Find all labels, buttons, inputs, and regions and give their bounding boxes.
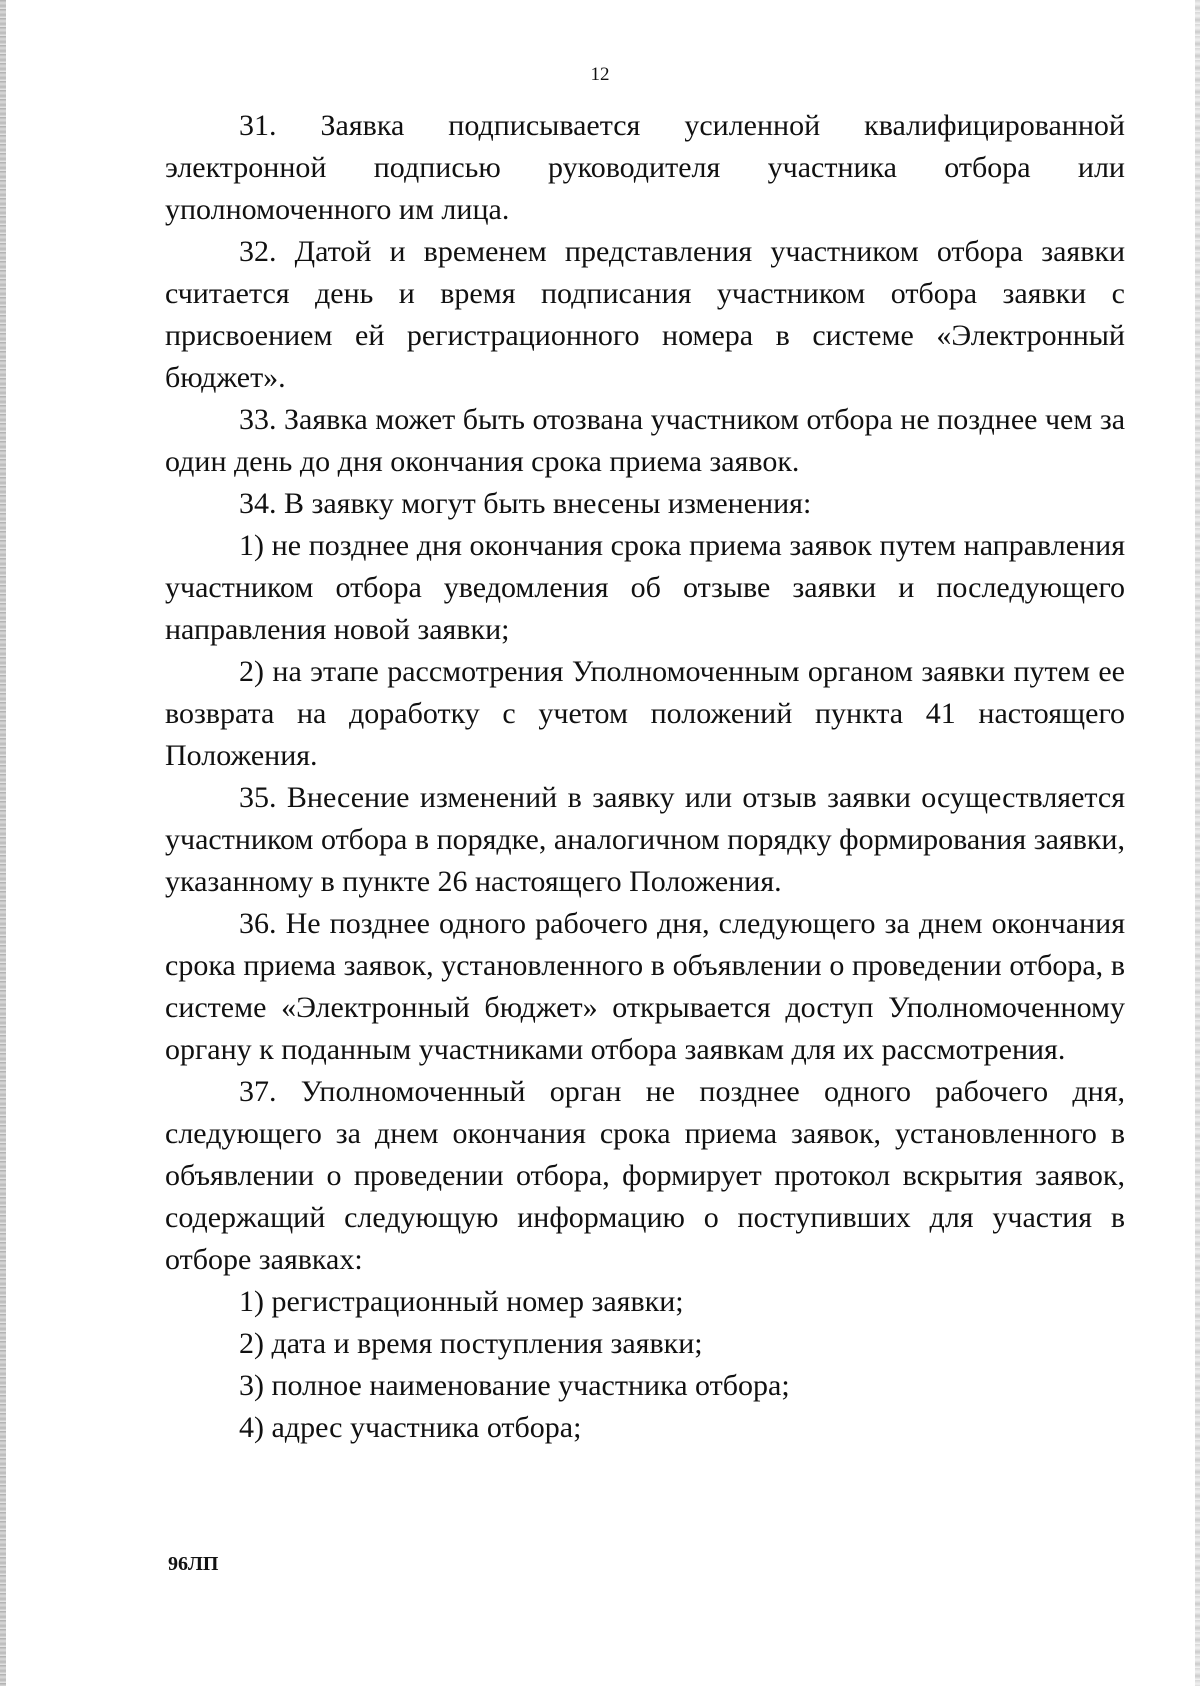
document-body — [165, 105, 1125, 1449]
paragraph-37: 37. Уполномоченный орган не позднее одного рабочего дня, следующего за днем окончания срока приема заявок, установленного в объявлении о проведении отбора, формирует протокол вскрытия заявок, содержащий следующую информацию о поступивших для участия в отборе заявках: — [165, 1075, 1125, 1276]
footer-code: 96ЛП — [168, 1553, 219, 1575]
paragraph-31: 31. Заявка подписывается усиленной квалифицированной электронной подписью руководителя участника отбора или уполномоченного им лица. — [165, 109, 1125, 226]
list-item-3: 3) полное наименование участника отбора; — [239, 1369, 790, 1402]
list-item-1: 1) регистрационный номер заявки; — [239, 1285, 684, 1318]
list-item-2: 2) дата и время поступления заявки; — [239, 1327, 703, 1360]
paragraph-36: 36. Не позднее одного рабочего дня, следующего за днем окончания срока приема заявок, установленного в объявлении о проведении отбора, в системе «Электронный бюджет» открывается доступ Уполномоченному органу к поданным участниками отбора заявкам для их рассмотрения. — [165, 907, 1125, 1066]
paragraph-34-item-2: 2) на этапе рассмотрения Уполномоченным органом заявки путем ее возврата на доработку с учетом положений пункта 41 настоящего Положения. — [165, 655, 1125, 772]
paragraph-34: 34. В заявку могут быть внесены изменения: — [239, 487, 812, 520]
paragraph-35: 35. Внесение изменений в заявку или отзыв заявки осуществляется участником отбора в порядке, аналогичном порядку формирования заявки, указанному в пункте 26 настоящего Положения. — [165, 781, 1125, 898]
scan-edge-right — [1195, 0, 1200, 1686]
paragraph-34-item-1: 1) не позднее дня окончания срока приема заявок путем направления участником отбора уведомления об отзыве заявки и последующего направления новой заявки; — [165, 529, 1125, 646]
scan-edge-left — [0, 0, 6, 1686]
list-item-4: 4) адрес участника отбора; — [239, 1411, 582, 1444]
paragraph-32: 32. Датой и временем представления участником отбора заявки считается день и время подписания участником отбора заявки с присвоением ей регистрационного номера в системе «Электронный бюджет». — [165, 235, 1125, 394]
paragraph-33: 33. Заявка может быть отозвана участником отбора не позднее чем за один день до дня окончания срока приема заявок. — [165, 403, 1126, 478]
page-number: 12 — [590, 64, 610, 85]
